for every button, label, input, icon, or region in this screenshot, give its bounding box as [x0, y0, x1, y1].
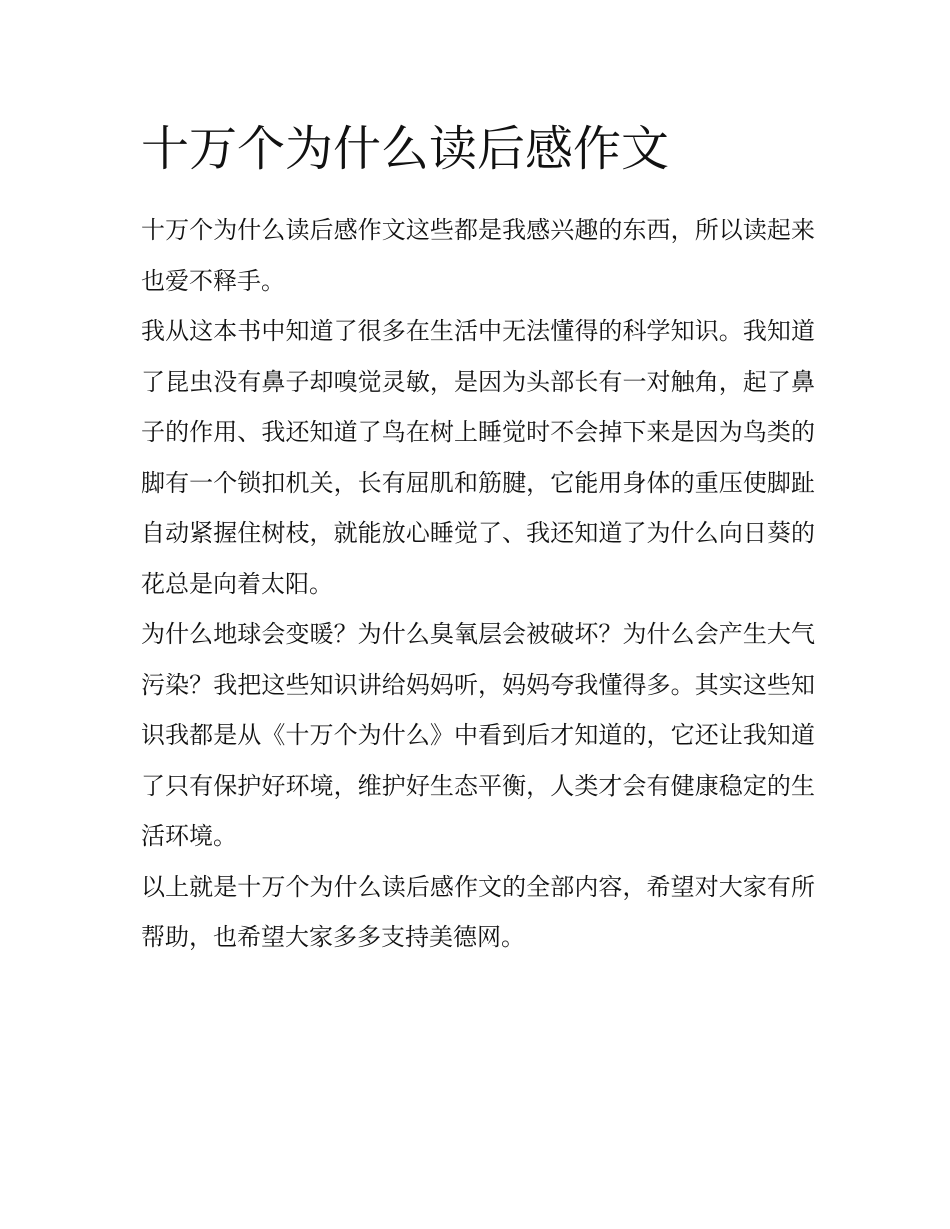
paragraph-intro: 十万个为什么读后感作文这些都是我感兴趣的东西，所以读起来也爱不释手。	[141, 216, 815, 295]
paragraph-science-knowledge: 我从这本书中知道了很多在生活中无法懂得的科学知识。我知道了昆虫没有鼻子却嗅觉灵敏，是因为头部长有一对触角，起了鼻子的作用、我还知道了鸟在树上睡觉时不会掉下来是因为鸟类的脚有一个锁扣机关，长有屈肌和筋腱，它能用身体的重压使脚趾自动紧握住树枝，就能放心睡觉了、我还知道了为什么向日葵的花总是向着太阳。	[141, 317, 815, 598]
article-title: 十万个为什么读后感作文	[141, 121, 670, 177]
paragraph-conclusion: 以上就是十万个为什么读后感作文的全部内容，希望对大家有所帮助，也希望大家多多支持美德网。	[141, 872, 815, 951]
article-body	[141, 205, 815, 963]
paragraph-environment: 为什么地球会变暖？为什么臭氧层会被破坏？为什么会产生大气污染？我把这些知识讲给妈妈听，妈妈夸我懂得多。其实这些知识我都是从《十万个为什么》中看到后才知道的，它还让我知道了只有保护好环境，维护好生态平衡，人类才会有健康稳定的生活环境。	[141, 620, 815, 850]
article	[141, 118, 815, 963]
